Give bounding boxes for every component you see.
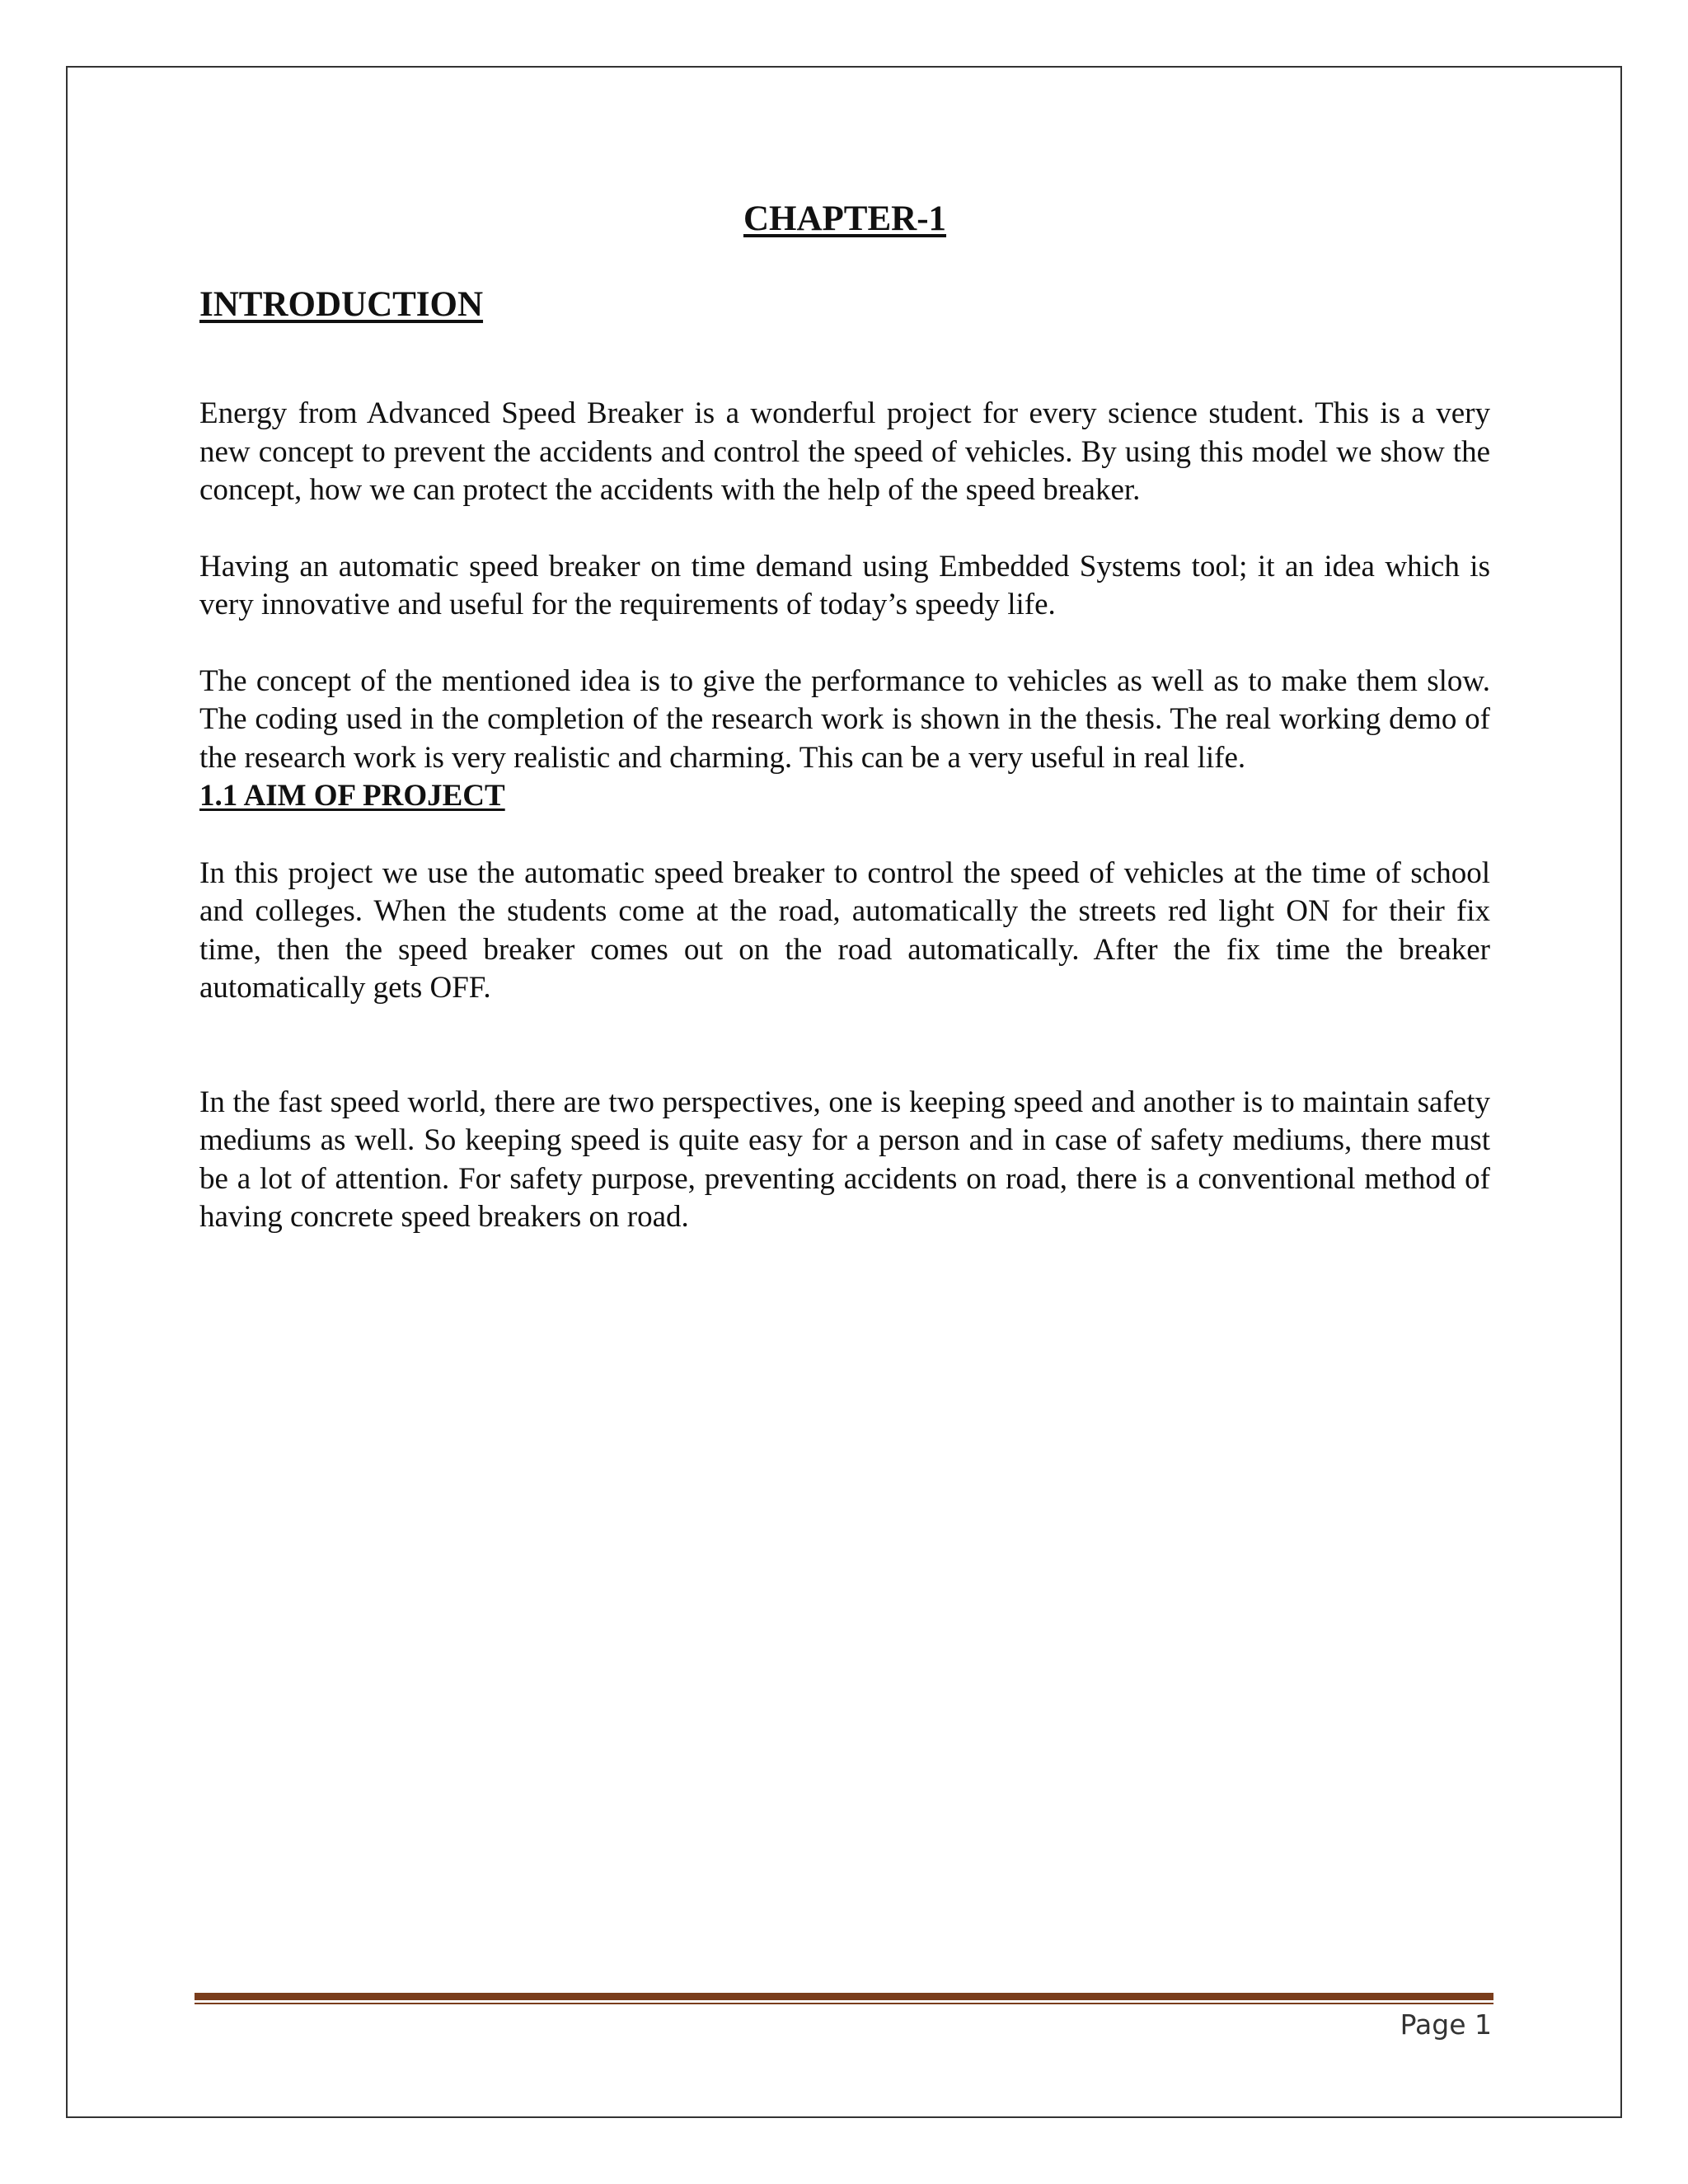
- introduction-paragraph-1: Energy from Advanced Speed Breaker is a wonderful project for every science student. This is a very new concept to prevent the accidents and control the speed of vehicles. By using this model we show the concept, how we can protect the accidents with the help of the speed breaker.: [199, 396, 1490, 508]
- document-body: [199, 198, 1490, 1237]
- page-number: Page 1: [1400, 2008, 1492, 2041]
- aim-paragraph-2: In the fast speed world, there are two perspectives, one is keeping speed and another is to maintain safety mediums as well. So keeping speed is quite easy for a person and in case of safety mediums, there must be a lot of attention. For safety purpose, preventing accidents on road, there is a conventional method of having concrete speed breakers on road.: [199, 1085, 1490, 1235]
- footer-divider-thin: [195, 2003, 1493, 2004]
- introduction-heading: INTRODUCTION: [199, 284, 484, 324]
- footer-divider-thick: [195, 1993, 1493, 2000]
- introduction-paragraph-3: The concept of the mentioned idea is to give the performance to vehicles as well as to make them slow. The coding used in the completion of the research work is shown in the thesis. The real working demo of the research work is very realistic and charming. This can be a very useful in real life.: [199, 663, 1490, 775]
- introduction-paragraph-2: Having an automatic speed breaker on time demand using Embedded Systems tool; it an idea which is very innovative and useful for the requirements of today’s speedy life.: [199, 549, 1490, 622]
- aim-heading: 1.1 AIM OF PROJECT: [199, 779, 505, 813]
- footer-divider: [195, 1993, 1493, 2004]
- aim-paragraph-1: In this project we use the automatic speed breaker to control the speed of vehicles at the time of school and colleges. When the students come at the road, automatically the streets red light ON for their fix time, then the speed breaker comes out on the road automatically. After the fix time the breaker automatically gets OFF.: [199, 855, 1490, 1005]
- chapter-title: CHAPTER-1: [743, 199, 947, 238]
